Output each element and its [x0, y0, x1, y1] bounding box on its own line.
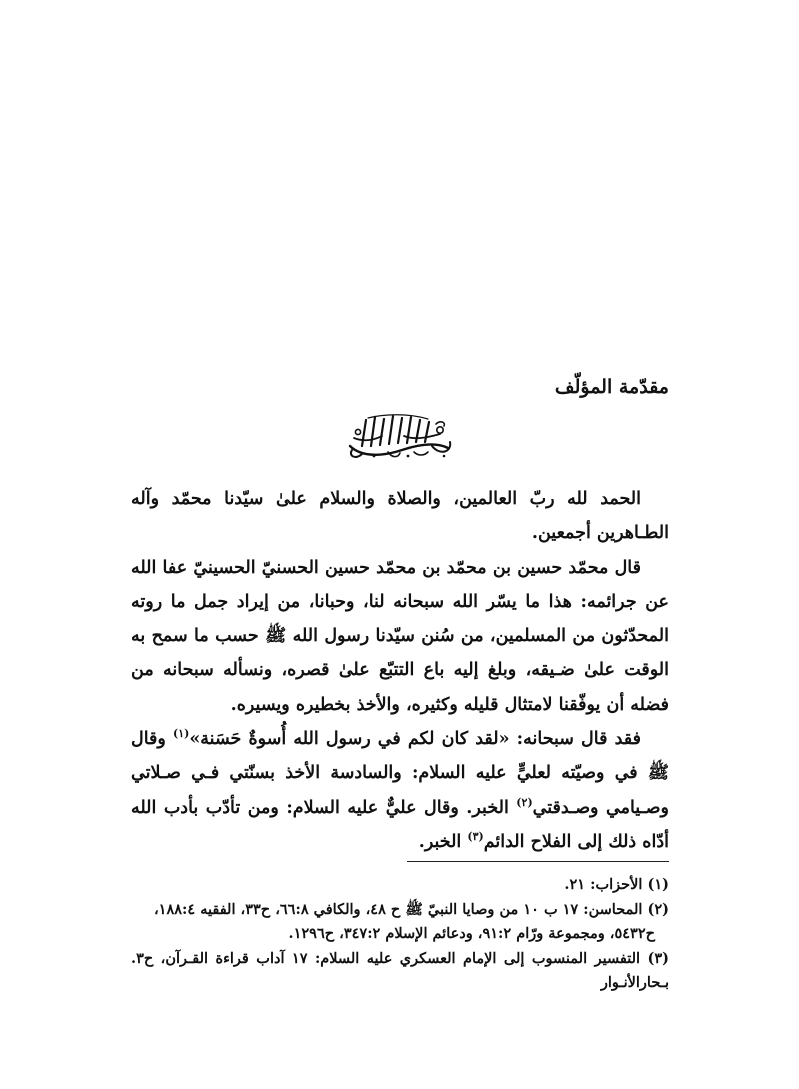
introduction-text	[131, 482, 669, 859]
footnote-ref-3: (٣)	[467, 830, 484, 844]
basmala-calligraphy-icon	[344, 412, 456, 462]
footnote-separator	[407, 861, 669, 862]
quote-ending: الخبر.	[418, 831, 468, 852]
section-heading: مقدّمة المؤلّف	[554, 376, 669, 398]
paragraph-quotations	[131, 722, 669, 859]
footnote-2: (٢) المحاسن: ١٧ ب ١٠ من وصايا النبيّ ﷺ ح ٤٨، والكافي ٦٦:٨، ح٣٣، الفقيه ١٨٨:٤،	[153, 900, 669, 918]
footnote-1: (١) الأحزاب: ٢١.	[564, 876, 669, 893]
footnote-ref-1: (١)	[172, 727, 190, 741]
paragraph-author-statement: قال محمّد حسين بن محمّد بن محمّد حسين الحسنيّ الحسينيّ عفا الله عن جرائمه: هذا ما يسّر الله سبحانه لنا، وحبانا، من إيراد جمل ما روته المحدّثون من المسلمين، من سُنن سيّدنا رسول الله ﷺ حسب ما سمح به الوقت علىٰ ضـيقه، وبلغ إليه باع التتبّع علىٰ قصره، ونسأله سبحانه من فضله أن يوفّقنا لامتثال قليله وكثيره، والأخذ بخطيره ويسيره.	[131, 557, 669, 715]
footnote-3: (٣) التفسير المنسوب إلى الإمام العسكري عليه السلام: ١٧ آداب قراءة القـرآن، ح٣. بـحارالأنـوار	[131, 949, 670, 991]
quote-quran: فقد قال سبحانه: «لقد كان لكم في رسول الله أُسوةٌ حَسَنة»	[189, 729, 641, 750]
basmala-calligraphy	[0, 412, 799, 466]
quote-prophet: وقال ﷺ في وصيّته لعليٍّ عليه السلام: والسادسة الأخذ بسنّتي فـي صـلاتي وصـيامي وصـدقتي	[131, 729, 669, 818]
footnote-2-continued: ح٥٤٣٢، ومجموعة ورّام ٩١:٢، ودعائم الإسلام ٣٤٧:٢، ح١٢٩٦.	[288, 925, 655, 942]
footnotes	[131, 873, 669, 996]
quote-ali: الخبر. وقال عليٌّ عليه السلام: ومن تأدّب بأدب الله أدّاه ذلك إلى الفلاح الدائم	[131, 797, 669, 852]
paragraph-praise: الحمد لله ربّ العالمين، والصلاة والسلام علىٰ سيّدنا محمّد وآله الطـاهرين أجمعين.	[131, 489, 669, 544]
footnote-ref-2: (٢)	[516, 795, 533, 809]
